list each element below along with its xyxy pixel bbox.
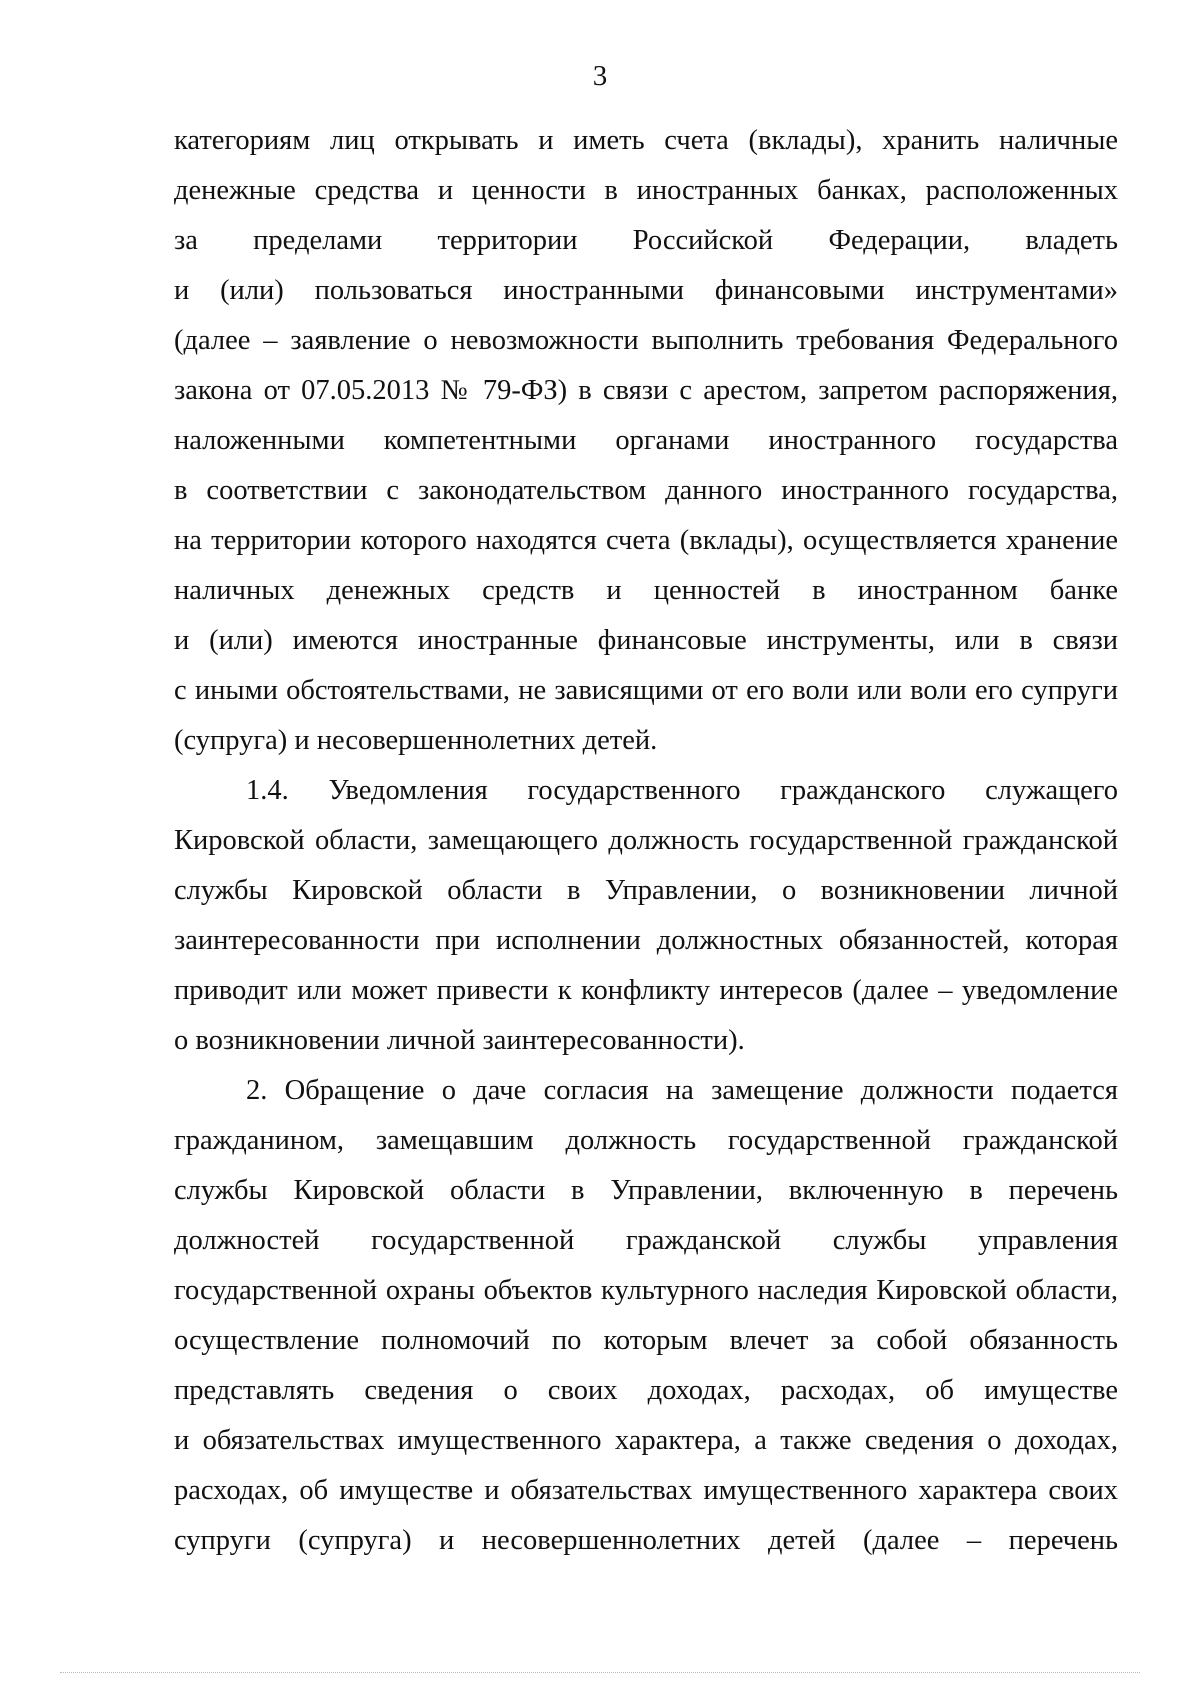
scan-edge-mark [60,1672,1140,1675]
text-line: денежные средства и ценности в иностранных банках, расположенных [174,175,1118,206]
text-line: и (или) пользоваться иностранными финансовыми инструментами» [174,275,1118,306]
text-line: должностей государственной гражданской службы управления [174,1225,1118,1256]
text-line: за пределами территории Российской Федерации, владеть [174,225,1118,256]
text-line: наличных денежных средств и ценностей в иностранном банке [174,575,1118,606]
text-line: 1.4. Уведомления государственного гражданского служащего [246,775,1118,806]
text-line: в соответствии с законодательством данного иностранного государства, [174,475,1118,506]
document-body [174,116,1118,1566]
paragraph-continuation [174,116,1118,766]
text-line: наложенными компетентными органами иностранного государства [174,425,1118,456]
text-line: Кировской области, замещающего должность государственной гражданской [174,825,1118,856]
text-line: расходах, об имуществе и обязательствах имущественного характера своих [174,1475,1118,1506]
text-line: (далее – заявление о невозможности выполнить требования Федерального [174,325,1118,356]
paragraph-1-4 [174,766,1118,1066]
text-line: заинтересованности при исполнении должностных обязанностей, которая [174,925,1118,956]
text-line: приводит или может привести к конфликту интересов (далее – уведомление [174,975,1118,1006]
text-line: гражданином, замещавшим должность государственной гражданской [174,1125,1118,1156]
text-line: службы Кировской области в Управлении, включенную в перечень [174,1175,1118,1206]
text-line: и (или) имеются иностранные финансовые инструменты, или в связи [174,625,1118,656]
text-line: категориям лиц открывать и иметь счета (вклады), хранить наличные [174,125,1118,156]
page-number: 3 [592,60,608,92]
text-line: осуществление полномочий по которым влечет за собой обязанность [174,1325,1118,1356]
text-line: с иными обстоятельствами, не зависящими от его воли или воли его супруги [174,675,1118,706]
text-line: о возникновении личной заинтересованности). [174,1025,745,1056]
text-line: представлять сведения о своих доходах, расходах, об имуществе [174,1375,1118,1406]
paragraph-2 [174,1066,1118,1566]
text-line: супруги (супруга) и несовершеннолетних детей (далее – перечень [174,1525,1118,1556]
text-line: закона от 07.05.2013 № 79-ФЗ) в связи с арестом, запретом распоряжения, [174,375,1118,406]
text-line: 2. Обращение о даче согласия на замещение должности подается [246,1075,1118,1106]
text-line: государственной охраны объектов культурного наследия Кировской области, [174,1275,1118,1306]
text-line: (супруга) и несовершеннолетних детей. [174,725,658,756]
text-line: и обязательствах имущественного характера, а также сведения о доходах, [174,1425,1118,1456]
text-line: службы Кировской области в Управлении, о возникновении личной [174,875,1118,906]
text-line: на территории которого находятся счета (вклады), осуществляется хранение [174,525,1118,556]
